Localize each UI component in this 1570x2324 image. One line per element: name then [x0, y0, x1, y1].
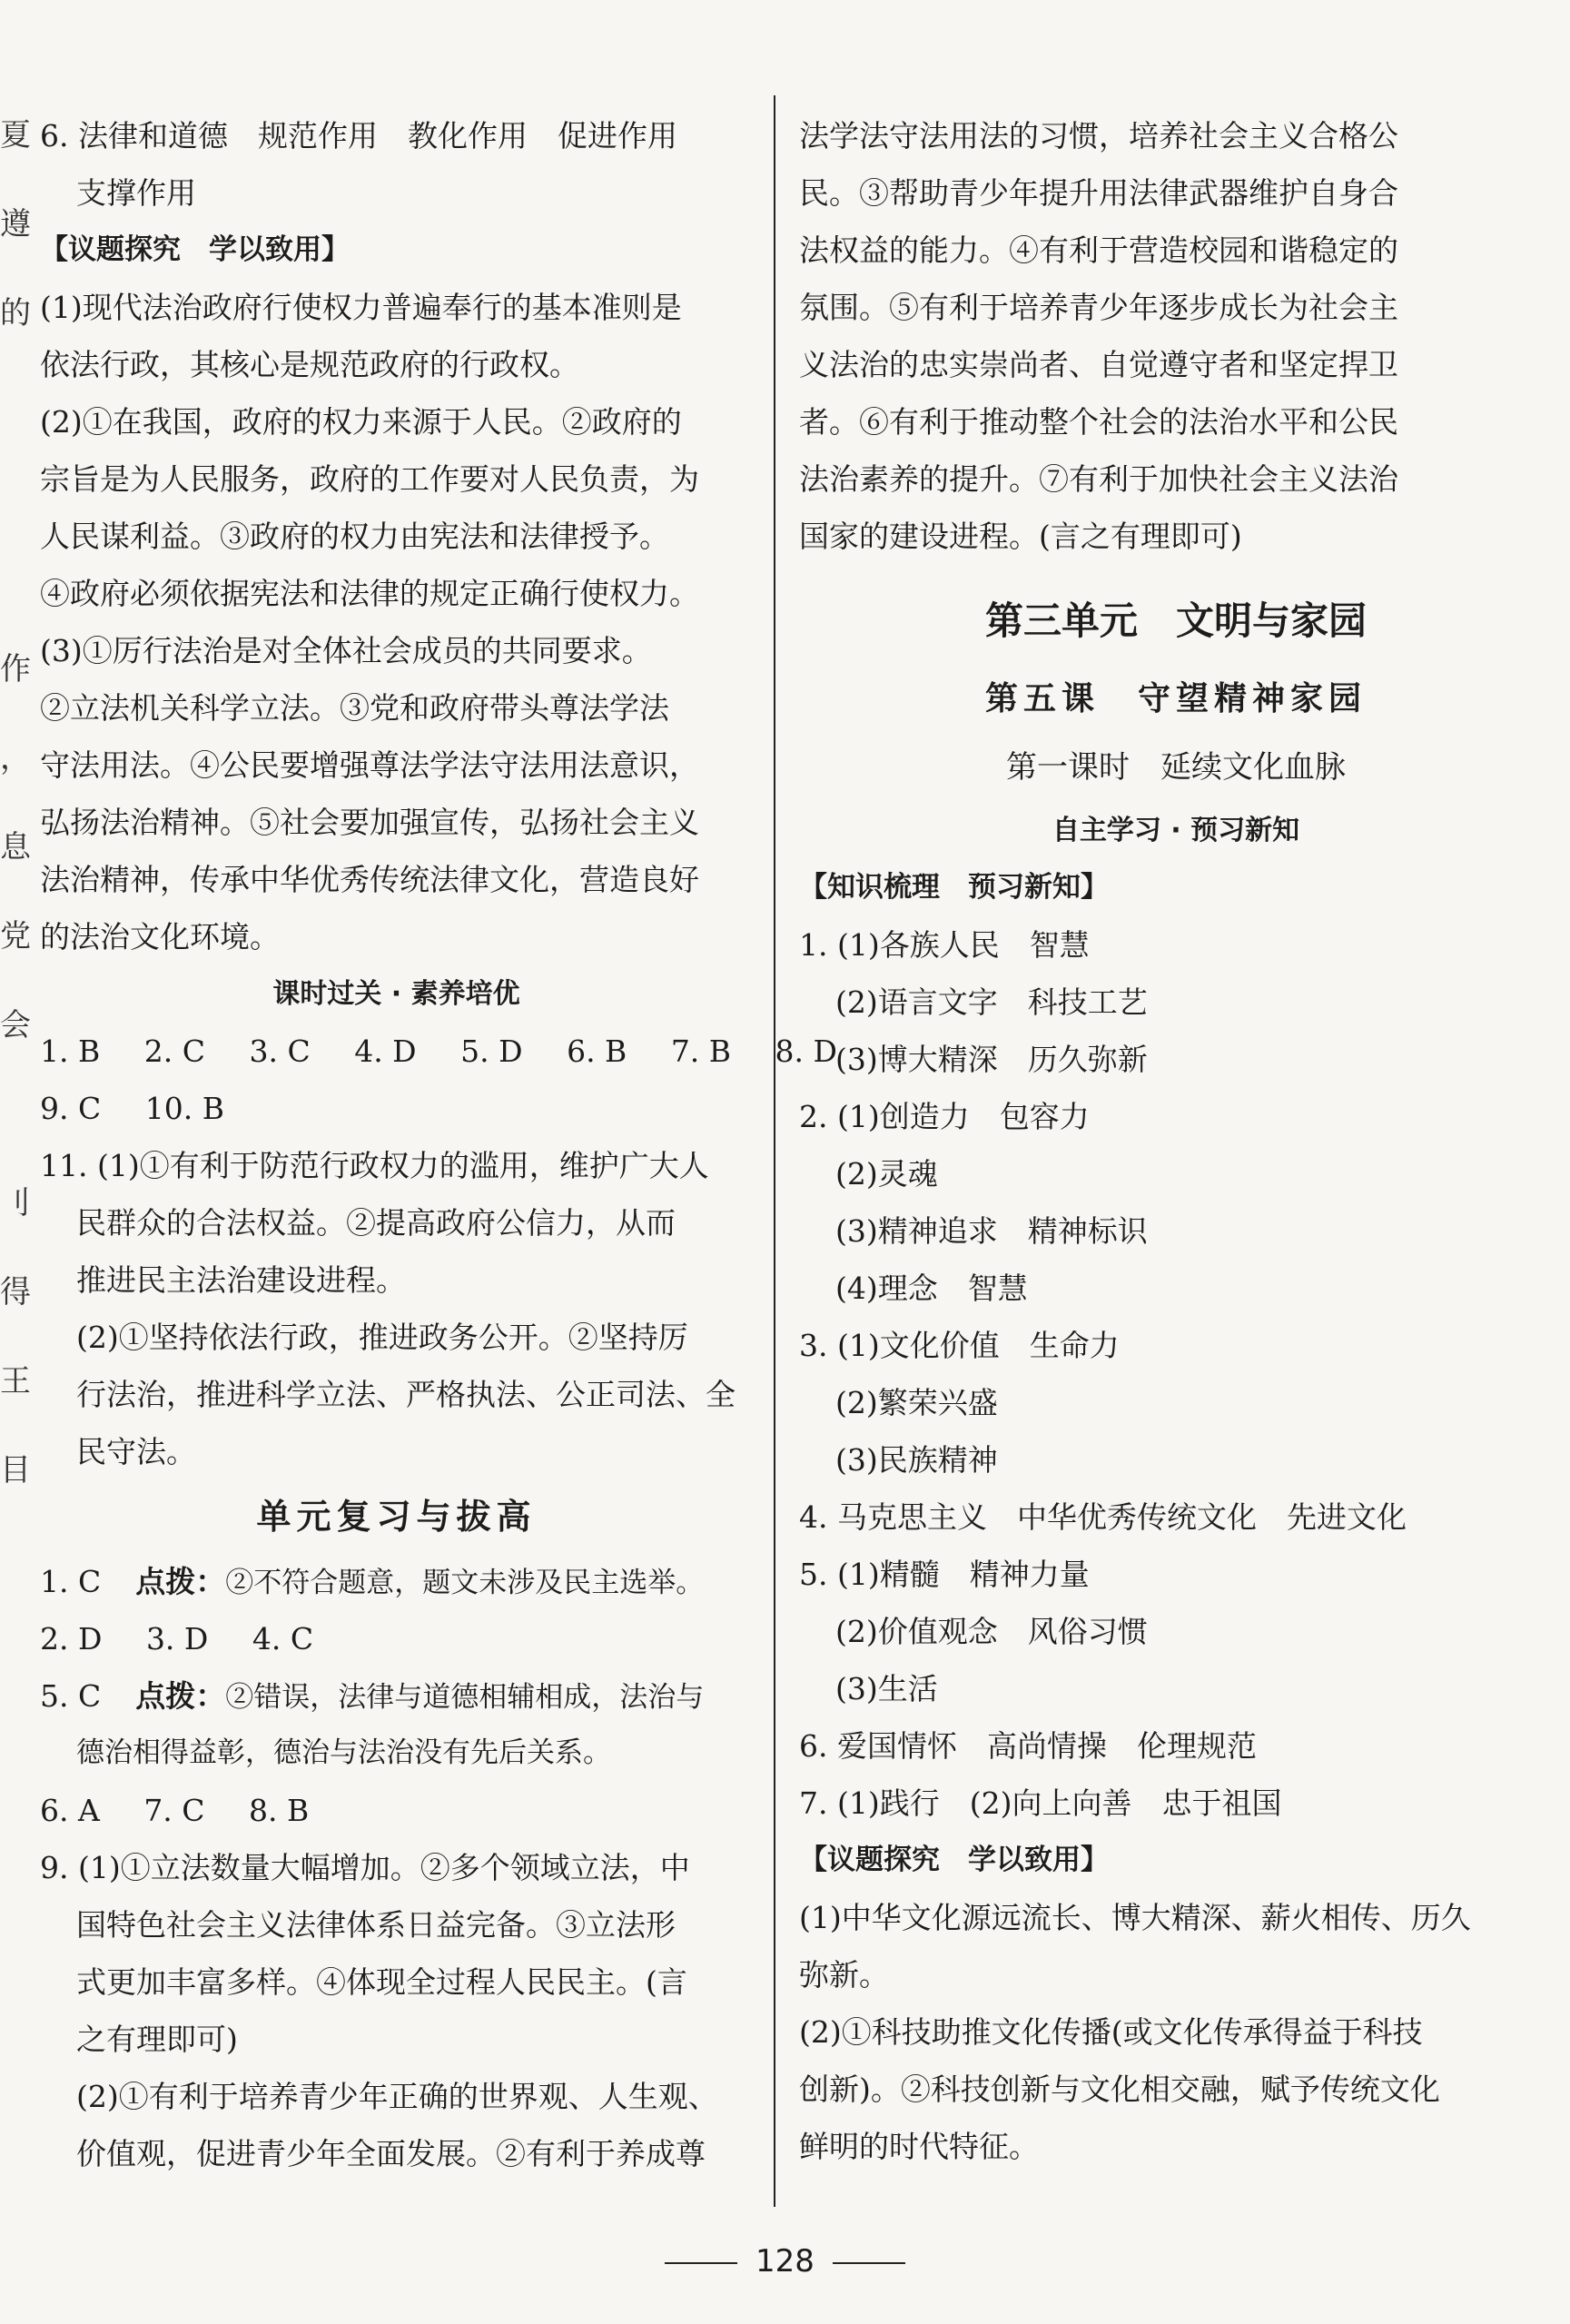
- answer-line: 4. 马克思主义 中华优秀传统文化 先进文化: [799, 1499, 1407, 1535]
- answer-line: 依法行政，其核心是规范政府的行政权。: [40, 347, 579, 382]
- answer-line: 式更加丰富多样。④体现全过程人民民主。(言: [76, 1964, 687, 2000]
- gutter-char: 的: [0, 295, 31, 331]
- answer-line: 法治素养的提升。⑦有利于加快社会主义法治: [799, 461, 1398, 497]
- answer-line: 法治精神，传承中华优秀传统法律文化，营造良好: [40, 862, 699, 897]
- answer-line: 7. (1)践行 (2)向上向善 忠于祖国: [799, 1785, 1282, 1821]
- tip-text: 德治相得益彰，德治与法治没有先后关系。: [76, 1736, 611, 1769]
- answer-line: 支撑作用: [76, 175, 196, 211]
- section-bracket-heading: 【议题探究 学以致用】: [799, 1844, 1109, 1876]
- answer-line: 2. (1)创造力 包容力: [799, 1099, 1090, 1134]
- answer-line: (2)①科技助推文化传播(或文化传承得益于科技: [799, 2014, 1423, 2050]
- gutter-char: 遵: [0, 206, 31, 242]
- answer-line: (2)①在我国，政府的权力来源于人民。②政府的: [40, 404, 682, 440]
- answer-line: 的法治文化环境。: [40, 919, 280, 954]
- tip-text: ②不符合题意，题文未涉及民主选举。: [225, 1567, 705, 1599]
- gutter-char: 夏: [0, 117, 31, 153]
- answer-line: (2)繁荣兴盛: [835, 1385, 998, 1420]
- answer-line: 1. (1)各族人民 智慧: [799, 927, 1090, 963]
- gutter-char: [0, 358, 20, 447]
- choice-answers-row: [40, 1080, 753, 1137]
- answer-line: 法权益的能力。④有利于营造校园和谐稳定的: [799, 232, 1398, 268]
- answer-line: 6. 法律和道德 规范作用 教化作用 促进作用: [40, 118, 677, 153]
- answer-line: 之有理即可): [76, 2022, 238, 2057]
- tip-label: 点拨：: [135, 1564, 226, 1599]
- section-bracket-heading: 【知识梳理 预习新知】: [799, 871, 1109, 904]
- choice-answer: 6. A: [40, 1793, 100, 1828]
- answer-line: (1)现代法治政府行使权力普遍奉行的基本准则是: [40, 290, 682, 325]
- left-margin-clipped-text: [0, 91, 31, 1515]
- answer-line: 民守法。: [76, 1434, 196, 1469]
- gutter-char: [0, 1070, 20, 1159]
- choice-answer: 2. C: [143, 1033, 205, 1069]
- choice-answers-row: [40, 1610, 753, 1667]
- tip-label: 点拨：: [135, 1678, 226, 1714]
- gutter-char: 会: [0, 1007, 31, 1043]
- right-column: [799, 107, 1553, 2175]
- review-answer-line: [40, 1667, 753, 1725]
- gutter-char: [0, 536, 20, 625]
- answer-line: 民群众的合法权益。②提高政府公信力，从而: [76, 1205, 676, 1241]
- answer-line: 9. (1)①立法数量大幅增加。②多个领域立法，中: [40, 1850, 690, 1885]
- answer-line: (3)民族精神: [835, 1442, 998, 1478]
- choice-answers-row: [40, 1023, 837, 1080]
- unit-title: 第三单元 文明与家园: [984, 598, 1367, 643]
- gutter-char: 党: [0, 918, 31, 954]
- tip-text: ②错误，法律与道德相辅相成，法治与: [225, 1681, 705, 1714]
- answer-line: (3)生活: [835, 1671, 938, 1706]
- answer-line: 义法治的忠实崇尚者、自觉遵守者和坚定捍卫: [799, 347, 1398, 382]
- gutter-char: ，: [0, 740, 31, 776]
- choice-answer: 1. B: [40, 1033, 101, 1069]
- answer-line: 国家的建设进程。(言之有理即可): [799, 519, 1242, 554]
- gutter-char: 息: [0, 829, 31, 865]
- section-heading: 课时过关 · 素养培优: [272, 978, 520, 1010]
- choice-answer: 8. B: [249, 1793, 310, 1828]
- gutter-char: 得: [0, 1274, 31, 1310]
- answer-line: 创新)。②科技创新与文化相交融，赋予传统文化: [799, 2072, 1440, 2107]
- choice-answer: 7. B: [670, 1033, 732, 1069]
- review-section-title: 单元复习与拔高: [256, 1496, 537, 1537]
- choice-answer: 5. D: [460, 1033, 523, 1069]
- answer-line: 11. (1)①有利于防范行政权力的滥用，维护广大人: [40, 1148, 709, 1183]
- choice-answer: 4. C: [252, 1621, 314, 1656]
- choice-answer: 5. C: [40, 1678, 102, 1714]
- column-divider: [774, 95, 775, 2207]
- choice-answer: 7. C: [143, 1793, 205, 1828]
- choice-answer: 10. B: [144, 1091, 224, 1126]
- choice-answer: 4. D: [354, 1033, 417, 1069]
- answer-line: 价值观，促进青少年全面发展。②有利于养成尊: [76, 2136, 706, 2171]
- answer-line: 3. (1)文化价值 生命力: [799, 1328, 1120, 1363]
- answer-line: 民。③帮助青少年提升用法律武器维护自身合: [799, 175, 1398, 211]
- answer-line: 守法用法。④公民要增强尊法学法守法用法意识，: [40, 747, 699, 783]
- answer-line: 氛围。⑤有利于培养青少年逐步成长为社会主: [799, 290, 1398, 325]
- gutter-char: [0, 447, 20, 536]
- answer-line: (3)精神追求 精神标识: [835, 1213, 1148, 1249]
- choice-answer: 8. D: [775, 1033, 837, 1069]
- answer-line: (2)价值观念 风俗习惯: [835, 1614, 1148, 1649]
- answer-line: 人民谋利益。③政府的权力由宪法和法律授予。: [40, 519, 669, 554]
- section-heading: 自主学习 · 预习新知: [1052, 815, 1300, 846]
- answer-line: 弥新。: [799, 1957, 889, 1993]
- answer-line: 者。⑥有利于推动整个社会的法治水平和公民: [799, 404, 1398, 440]
- lesson-title: 第五课 守望精神家园: [984, 679, 1367, 717]
- page-number-footer: [0, 2243, 1570, 2279]
- answer-line: 6. 爱国情怀 高尚情操 伦理规范: [799, 1728, 1257, 1764]
- answer-line: (2)语言文字 科技工艺: [835, 984, 1148, 1020]
- answer-line: (3)博大精深 历久弥新: [835, 1042, 1148, 1077]
- answer-line: 推进民主法治建设进程。: [76, 1262, 406, 1298]
- gutter-char: 王: [0, 1363, 31, 1399]
- choice-answer: 9. C: [40, 1091, 102, 1126]
- answer-line: 国特色社会主义法律体系日益完备。③立法形: [76, 1907, 676, 1943]
- choice-answer: 3. C: [249, 1033, 311, 1069]
- footer-rule: [665, 2262, 737, 2264]
- gutter-char: 目: [0, 1452, 31, 1488]
- answer-line: 行法治，推进科学立法、严格执法、公正司法、全: [76, 1377, 736, 1412]
- choice-answer: 1. C: [40, 1564, 102, 1599]
- choice-answer: 2. D: [40, 1621, 103, 1656]
- section-bracket-heading: 【议题探究 学以致用】: [40, 233, 350, 266]
- gutter-char: 刂: [0, 1185, 31, 1221]
- footer-rule: [833, 2262, 905, 2264]
- answer-line: ②立法机关科学立法。③党和政府带头尊法学法: [40, 690, 669, 726]
- answer-line: 弘扬法治精神。⑤社会要加强宣传，弘扬社会主义: [40, 805, 699, 840]
- answer-line: (2)①坚持依法行政，推进政务公开。②坚持厉: [76, 1320, 688, 1355]
- answer-line: ④政府必须依据宪法和法律的规定正确行使权力。: [40, 576, 699, 611]
- gutter-char: 作: [0, 651, 31, 687]
- page-number: 128: [755, 2243, 815, 2279]
- answer-line: 5. (1)精髓 精神力量: [799, 1557, 1090, 1592]
- choice-answers-row: [40, 1782, 753, 1839]
- choice-answer: 6. B: [567, 1033, 627, 1069]
- answer-line: (2)①有利于培养青少年正确的世界观、人生观、: [76, 2079, 718, 2114]
- choice-answer: 3. D: [145, 1621, 209, 1656]
- answer-line: 鲜明的时代特征。: [799, 2129, 1039, 2164]
- answer-line: (3)①厉行法治是对全体社会成员的共同要求。: [40, 633, 652, 668]
- answer-line: (2)灵魂: [835, 1156, 938, 1192]
- period-title: 第一课时 延续文化血脉: [1006, 749, 1346, 786]
- answer-line: 法学法守法用法的习惯，培养社会主义合格公: [799, 118, 1398, 153]
- review-answer-line: [40, 1553, 753, 1610]
- answer-line: (4)理念 智慧: [835, 1271, 1028, 1306]
- answer-line: 宗旨是为人民服务，政府的工作要对人民负责，为: [40, 461, 699, 497]
- left-column: [40, 107, 837, 2182]
- answer-line: (1)中华文化源远流长、博大精深、薪火相传、历久: [799, 1900, 1471, 1935]
